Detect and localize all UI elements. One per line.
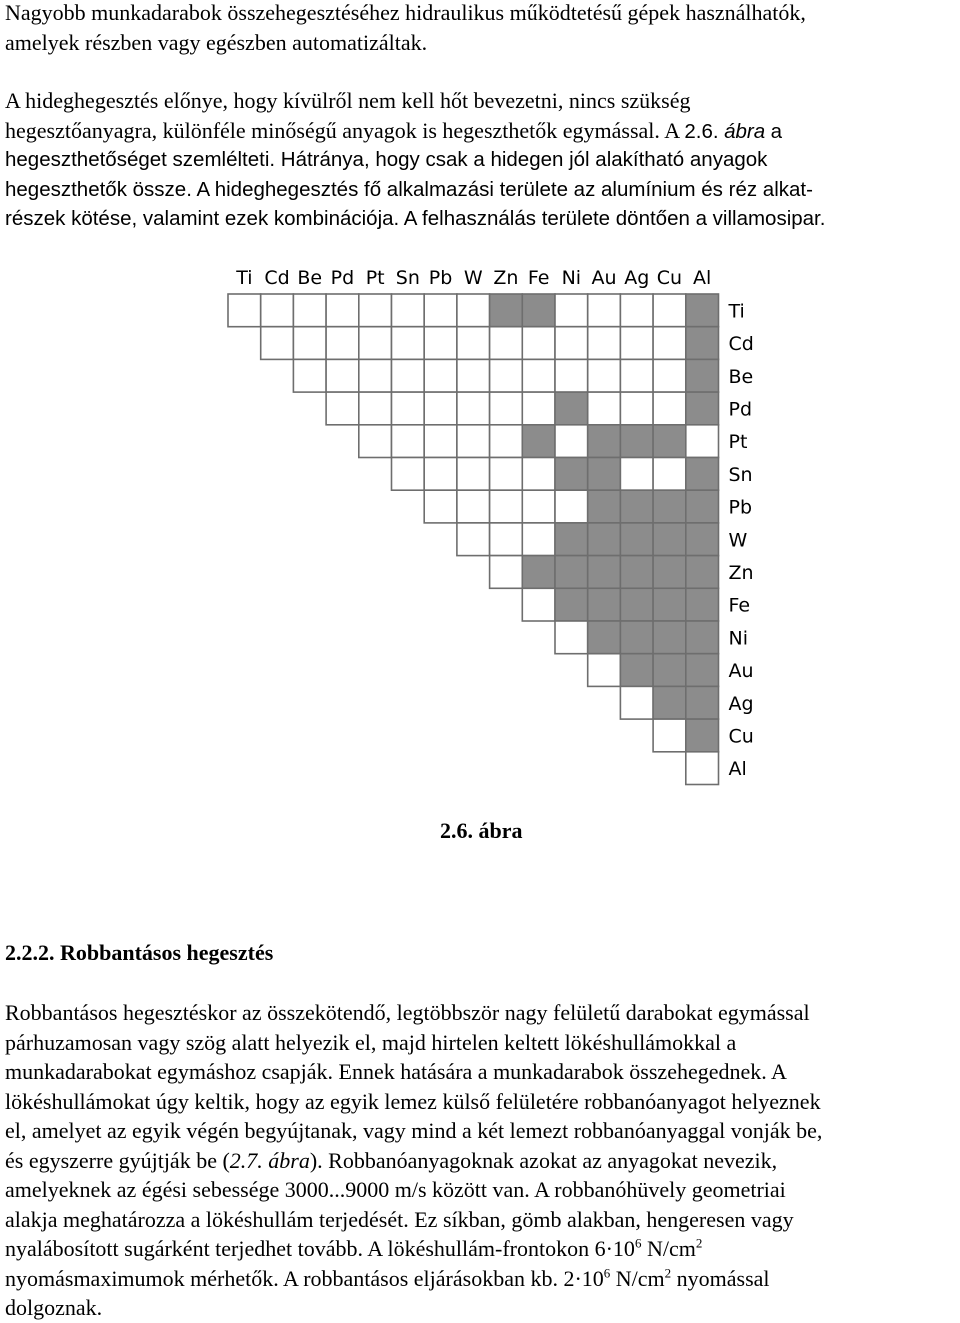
cell-ti-cu xyxy=(653,294,686,327)
weldability-figure xyxy=(224,258,764,798)
text-line: amelyeknek az égési sebessége 3000...9000 m/s között van. A robbanóhüvely geometriai xyxy=(5,1177,786,1202)
cell-pt-ni xyxy=(555,425,588,458)
cell-w-ag xyxy=(620,523,653,556)
cell-ti-pt xyxy=(359,294,392,327)
cell-sn-sn xyxy=(392,458,425,491)
text-segment: nyomással xyxy=(671,1265,770,1291)
column-label-ag: Ag xyxy=(624,267,650,289)
cell-pd-ag xyxy=(620,392,653,425)
cell-ni-ag xyxy=(620,621,653,654)
cell-pb-ag xyxy=(620,490,653,523)
cell-ti-ni xyxy=(555,294,588,327)
superscript: 6 xyxy=(634,1235,642,1251)
cell-au-al xyxy=(686,654,719,687)
cell-pt-ag xyxy=(620,425,653,458)
cell-pb-al xyxy=(686,490,719,523)
cell-ti-sn xyxy=(392,294,425,327)
cell-pt-au xyxy=(588,425,621,458)
cell-ti-ag xyxy=(620,294,653,327)
cell-w-w xyxy=(457,523,490,556)
cell-zn-al xyxy=(686,556,719,589)
figure-reference-number: 2.6. xyxy=(684,119,719,143)
cold-welding-paragraph xyxy=(5,86,960,234)
cell-pd-pb xyxy=(424,392,457,425)
text-line: Nagyobb munkadarabok összehegesztéséhez hidraulikus működtetésű gépek használhatók, xyxy=(5,0,806,25)
cell-cd-zn xyxy=(490,327,523,360)
cell-w-au xyxy=(588,523,621,556)
cell-zn-fe xyxy=(522,556,555,589)
text-line: Robbantásos hegesztéskor az összekötendő, legtöbbször nagy felületű darabokat egymással xyxy=(5,1000,810,1025)
cell-pd-au xyxy=(588,392,621,425)
cell-pt-pt xyxy=(359,425,392,458)
cell-cd-w xyxy=(457,327,490,360)
cell-cu-cu xyxy=(653,719,686,752)
text-segment: hegeszthetők össze. xyxy=(5,177,197,201)
column-label-al: Al xyxy=(693,267,712,289)
cell-pt-w xyxy=(457,425,490,458)
cell-pb-pb xyxy=(424,490,457,523)
cell-pt-cu xyxy=(653,425,686,458)
row-label-pb: Pb xyxy=(728,496,753,519)
cell-al-al xyxy=(686,752,719,785)
cell-ti-fe xyxy=(522,294,555,327)
cell-w-ni xyxy=(555,523,588,556)
row-label-ti: Ti xyxy=(728,300,745,323)
cell-cd-cu xyxy=(653,327,686,360)
cell-be-ni xyxy=(555,359,588,392)
cell-cd-pd xyxy=(326,327,359,360)
column-label-cu: Cu xyxy=(656,267,683,289)
row-label-pd: Pd xyxy=(728,398,753,421)
cell-ti-au xyxy=(588,294,621,327)
cell-sn-cu xyxy=(653,458,686,491)
cell-ni-cu xyxy=(653,621,686,654)
row-label-al: Al xyxy=(728,758,747,781)
cell-zn-ni xyxy=(555,556,588,589)
cell-pd-pt xyxy=(359,392,392,425)
text-line: részek kötése, valamint ezek kombinációja. A felhasználás területe döntően a villamosipar. xyxy=(5,207,826,230)
row-label-sn: Sn xyxy=(728,463,753,486)
cell-pb-ni xyxy=(555,490,588,523)
cell-be-au xyxy=(588,359,621,392)
cell-pb-zn xyxy=(490,490,523,523)
cell-w-fe xyxy=(522,523,555,556)
cell-be-pt xyxy=(359,359,392,392)
text-segment: a xyxy=(770,119,783,143)
cell-be-al xyxy=(686,359,719,392)
cell-cd-sn xyxy=(392,327,425,360)
cell-zn-ag xyxy=(620,556,653,589)
column-label-au: Au xyxy=(591,267,617,289)
column-label-w: W xyxy=(463,267,483,289)
cell-ti-cd xyxy=(261,294,294,327)
cell-pt-sn xyxy=(392,425,425,458)
cell-w-al xyxy=(686,523,719,556)
cell-sn-au xyxy=(588,458,621,491)
cell-sn-pb xyxy=(424,458,457,491)
row-label-zn: Zn xyxy=(728,561,754,584)
cell-sn-zn xyxy=(490,458,523,491)
column-label-sn: Sn xyxy=(395,267,420,289)
cell-pt-pb xyxy=(424,425,457,458)
text-line: lökéshullámokat úgy keltik, hogy az egyik lemez külső felületére robbanóanyagot helyeznek xyxy=(5,1088,821,1114)
column-label-ti: Ti xyxy=(236,267,253,289)
cell-ni-al xyxy=(686,621,719,654)
cell-be-ag xyxy=(620,359,653,392)
cell-sn-w xyxy=(457,458,490,491)
text-line xyxy=(5,1234,960,1264)
column-label-pt: Pt xyxy=(365,267,385,289)
cell-cd-ag xyxy=(620,327,653,360)
text-segment: nyomásmaximumok mérhetők. A robbantásos eljárásokban kb. 2·10 xyxy=(5,1265,604,1291)
text-segment: hegeszthetőséget szemlélteti. xyxy=(5,148,281,171)
cell-ni-au xyxy=(588,621,621,654)
text-line xyxy=(5,116,960,146)
cell-pd-ni xyxy=(555,392,588,425)
cell-pt-al xyxy=(686,425,719,458)
cell-pb-fe xyxy=(522,490,555,523)
cell-ti-pb xyxy=(424,294,457,327)
cell-pd-w xyxy=(457,392,490,425)
cell-cd-cd xyxy=(261,327,294,360)
text-line xyxy=(5,1264,960,1294)
cell-ag-ag xyxy=(620,686,653,719)
cell-ag-al xyxy=(686,686,719,719)
row-label-ni: Ni xyxy=(728,627,748,650)
cell-fe-au xyxy=(588,588,621,621)
superscript: 2 xyxy=(695,1235,703,1251)
cell-zn-cu xyxy=(653,556,686,589)
row-label-cu: Cu xyxy=(728,725,754,748)
text-line: alakja meghatározza a lökéshullám terjedését. Ez síkban, gömb alakban, hengeresen vagy xyxy=(5,1206,794,1232)
figure-caption: 2.6. ábra xyxy=(440,818,523,843)
cell-cd-pb xyxy=(424,327,457,360)
cell-cd-au xyxy=(588,327,621,360)
cell-ti-ti xyxy=(228,294,261,327)
cell-be-sn xyxy=(392,359,425,392)
cell-be-zn xyxy=(490,359,523,392)
cell-fe-cu xyxy=(653,588,686,621)
cell-be-pd xyxy=(326,359,359,392)
text-segment: Hátránya, hogy csak a hidegen jól alakítható anyagok xyxy=(280,148,768,171)
cell-sn-fe xyxy=(522,458,555,491)
cell-pd-al xyxy=(686,392,719,425)
cell-fe-fe xyxy=(522,588,555,621)
superscript: 6 xyxy=(603,1265,611,1281)
cell-cd-be xyxy=(293,327,326,360)
intro-paragraph xyxy=(5,0,960,57)
cell-pd-fe xyxy=(522,392,555,425)
explosive-welding-paragraph xyxy=(5,998,960,1323)
section-heading: 2.2.2. Robbantásos hegesztés xyxy=(5,940,274,965)
cell-be-cu xyxy=(653,359,686,392)
row-label-fe: Fe xyxy=(728,594,751,617)
cell-pd-pd xyxy=(326,392,359,425)
cell-be-be xyxy=(293,359,326,392)
cell-pt-zn xyxy=(490,425,523,458)
row-label-ag: Ag xyxy=(728,692,754,715)
figure-reference: 2.7. ábra xyxy=(229,1147,310,1173)
column-label-zn: Zn xyxy=(493,267,519,289)
cell-pt-fe xyxy=(522,425,555,458)
cell-w-cu xyxy=(653,523,686,556)
text-segment: és egyszerre gyújtják be ( xyxy=(5,1147,230,1173)
text-line xyxy=(5,1146,960,1176)
cell-cd-al xyxy=(686,327,719,360)
column-label-cd: Cd xyxy=(264,267,290,289)
text-segment: N/cm xyxy=(641,1236,696,1261)
text-line: el, amelyet az egyik végén begyújtanak, vagy mind a két lemezt robbanóanyaggal vonják be, xyxy=(5,1118,823,1143)
cell-fe-ag xyxy=(620,588,653,621)
text-segment: hegesztőanyagra, különféle minőségű anyagok is hegeszthetők egymással. A xyxy=(5,117,679,143)
column-label-fe: Fe xyxy=(527,267,550,289)
cell-be-w xyxy=(457,359,490,392)
cell-pd-sn xyxy=(392,392,425,425)
figure-reference-word: ábra xyxy=(724,119,766,143)
cell-ti-zn xyxy=(490,294,523,327)
cell-pb-cu xyxy=(653,490,686,523)
cell-pb-au xyxy=(588,490,621,523)
cell-fe-al xyxy=(686,588,719,621)
cell-zn-zn xyxy=(490,556,523,589)
cell-au-cu xyxy=(653,654,686,687)
text-segment: A hideghegesztés fő alkalmazási területe az alumínium és réz alkat- xyxy=(196,177,813,201)
text-segment: nyalábosított sugárként terjedhet tovább. A lökéshullám-frontokon 6·10 xyxy=(5,1236,635,1261)
cell-sn-ni xyxy=(555,458,588,491)
cell-be-pb xyxy=(424,359,457,392)
cell-pd-zn xyxy=(490,392,523,425)
text-line: amelyek részben vagy egészben automatizáltak. xyxy=(5,29,428,55)
cell-cd-fe xyxy=(522,327,555,360)
cell-ti-al xyxy=(686,294,719,327)
text-segment: ). Robbanóanyagoknak azokat az anyagokat nevezik, xyxy=(309,1147,778,1173)
row-label-be: Be xyxy=(728,365,754,388)
text-line: párhuzamosan vagy szög alatt helyezik el, majd hirtelen keltett lökéshullámokkal a xyxy=(5,1029,737,1055)
cell-pb-w xyxy=(457,490,490,523)
text-segment: N/cm xyxy=(610,1265,665,1291)
column-label-pb: Pb xyxy=(428,267,453,289)
cell-ti-w xyxy=(457,294,490,327)
cell-cd-pt xyxy=(359,327,392,360)
text-line: A hideghegesztés előnye, hogy kívülről nem kell hőt bevezetni, nincs szükség xyxy=(5,88,691,113)
cell-au-au xyxy=(588,654,621,687)
row-label-w: W xyxy=(728,529,748,552)
cell-ni-ni xyxy=(555,621,588,654)
cell-ti-pd xyxy=(326,294,359,327)
cell-zn-au xyxy=(588,556,621,589)
cell-cd-ni xyxy=(555,327,588,360)
cell-ti-be xyxy=(293,294,326,327)
cell-fe-ni xyxy=(555,588,588,621)
column-label-pd: Pd xyxy=(330,267,355,289)
superscript: 2 xyxy=(664,1265,672,1281)
cell-sn-ag xyxy=(620,458,653,491)
column-label-be: Be xyxy=(297,267,323,289)
text-line xyxy=(5,145,960,175)
column-label-ni: Ni xyxy=(561,267,582,289)
cell-sn-al xyxy=(686,458,719,491)
cell-ag-cu xyxy=(653,686,686,719)
cell-au-ag xyxy=(620,654,653,687)
row-label-au: Au xyxy=(728,660,754,683)
row-label-cd: Cd xyxy=(728,333,754,356)
text-line: munkadarabokat egymáshoz csapják. Ennek hatására a munkadarabok összehegednek. A xyxy=(5,1059,787,1084)
row-label-pt: Pt xyxy=(728,431,748,454)
cell-w-zn xyxy=(490,523,523,556)
cell-pd-cu xyxy=(653,392,686,425)
text-line: dolgoznak. xyxy=(5,1295,103,1320)
cell-cu-al xyxy=(686,719,719,752)
text-line xyxy=(5,175,960,205)
cell-be-fe xyxy=(522,359,555,392)
